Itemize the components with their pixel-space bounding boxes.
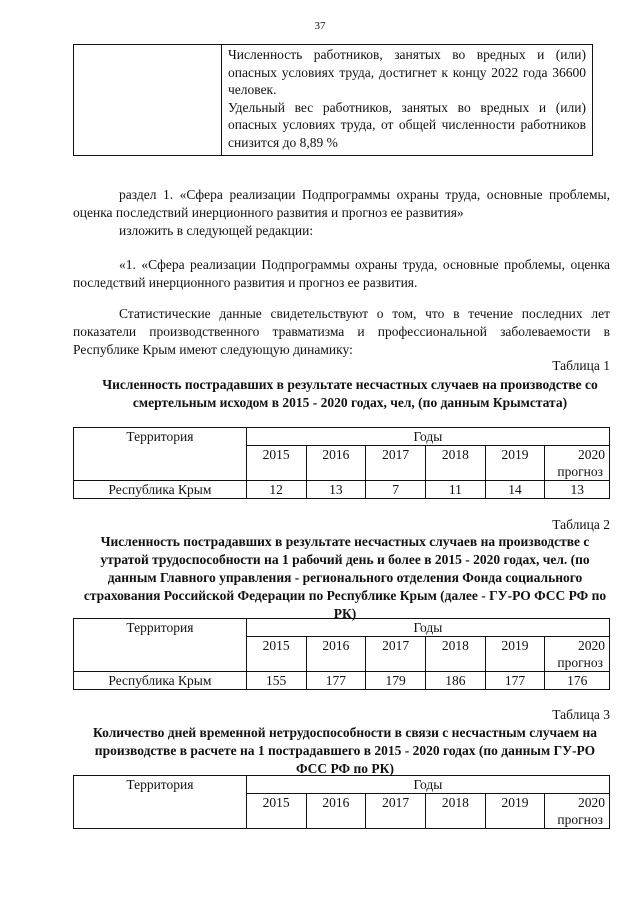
table2-value: 177 (485, 672, 545, 690)
table2-heading: Численность пострадавших в результате несчастных случаев на производстве с утратой трудоспособности на 1 рабочий день и более в 2015 - 2020 годах, чел. (по данным Главного управления - регионального отделения Фонда социального страхования Российской Федерации по Республике Крым (далее - ГУ-РО ФСС РФ по РК) (83, 534, 607, 621)
table2-territory-header: Территория (74, 619, 247, 672)
stat-text: Статистические данные свидетельствуют о том, что в течение последних лет показатели производственного травматизма и профессиональной заболеваемости в Республике Крым имеют следующую динамику: (73, 306, 610, 357)
table2-year: 2015 (246, 637, 306, 672)
table2 (73, 618, 610, 690)
table2-year: 2016 (306, 637, 366, 672)
table1-value: 12 (246, 481, 306, 499)
table2-value: 177 (306, 672, 366, 690)
section-p1: раздел 1. «Сфера реализации Подпрограммы охраны труда, основные проблемы, оценка последствий инерционного развития и прогноз ее развития» (73, 187, 610, 220)
table1 (73, 427, 610, 499)
table2-value: 186 (425, 672, 485, 690)
section-p2: изложить в следующей редакции: (119, 223, 314, 238)
table1-year: 2019 (485, 446, 545, 481)
top-box-empty-cell (74, 45, 222, 156)
table1-year: 2015 (246, 446, 306, 481)
table2-value: 155 (246, 672, 306, 690)
table1-territory-header: Территория (74, 428, 247, 481)
table3 (73, 775, 610, 829)
table3-territory-header: Территория (74, 776, 247, 829)
table1-row-label: Республика Крым (74, 481, 247, 499)
table1-value: 11 (425, 481, 485, 499)
table1-value: 7 (366, 481, 426, 499)
table2-row-label: Республика Крым (74, 672, 247, 690)
table3-years-header: Годы (246, 776, 609, 794)
table3-label: Таблица 3 (552, 707, 610, 722)
table1-value: 13 (306, 481, 366, 499)
table2-label: Таблица 2 (552, 517, 610, 532)
table1-year: 2017 (366, 446, 426, 481)
top-box-text-cell (222, 45, 593, 156)
stat-paragraph (73, 305, 610, 359)
top-box-line2: Удельный вес работников, занятых во вредных и (или) опасных условиях труда, от общей численности работников снизится до 8,89 % (228, 99, 586, 150)
table2-year: 2017 (366, 637, 426, 672)
section-paragraph (73, 186, 610, 240)
table2-year-forecast: 2020 прогноз (545, 637, 610, 672)
table2-value: 179 (366, 672, 426, 690)
table1-value: 13 (545, 481, 610, 499)
table1-year: 2018 (425, 446, 485, 481)
quote-text: «1. «Сфера реализации Подпрограммы охраны труда, основные проблемы, оценка последствий инерционного развития и прогноз ее развития. (73, 257, 610, 290)
page-number: 37 (314, 20, 326, 32)
table3-year: 2016 (306, 794, 366, 829)
top-box-line1: Численность работников, занятых во вредных и (или) опасных условиях труда, достигнет к концу 2022 года 36600 человек. (228, 47, 586, 97)
table3-year: 2019 (485, 794, 545, 829)
table2-year: 2019 (485, 637, 545, 672)
table1-heading: Численность пострадавших в результате несчастных случаев на производстве со смертельным исходом в 2015 - 2020 годах, чел, (по данным Крымстата) (102, 377, 598, 410)
table3-year: 2018 (425, 794, 485, 829)
table3-year: 2015 (246, 794, 306, 829)
table1-value: 14 (485, 481, 545, 499)
table2-year: 2018 (425, 637, 485, 672)
table3-year-forecast: 2020 прогноз (545, 794, 610, 829)
table2-years-header: Годы (246, 619, 609, 637)
table3-heading: Количество дней временной нетрудоспособности в связи с несчастным случаем на производстве в расчете на 1 пострадавшего в 2015 - 2020 годах (по данным ГУ-РО ФСС РФ по РК) (93, 725, 597, 776)
table1-year-forecast: 2020 прогноз (545, 446, 610, 481)
quote-paragraph (73, 256, 610, 292)
table2-value: 176 (545, 672, 610, 690)
table3-year: 2017 (366, 794, 426, 829)
top-box-table (73, 44, 593, 156)
table1-years-header: Годы (246, 428, 609, 446)
table1-year: 2016 (306, 446, 366, 481)
table1-label: Таблица 1 (552, 358, 610, 373)
